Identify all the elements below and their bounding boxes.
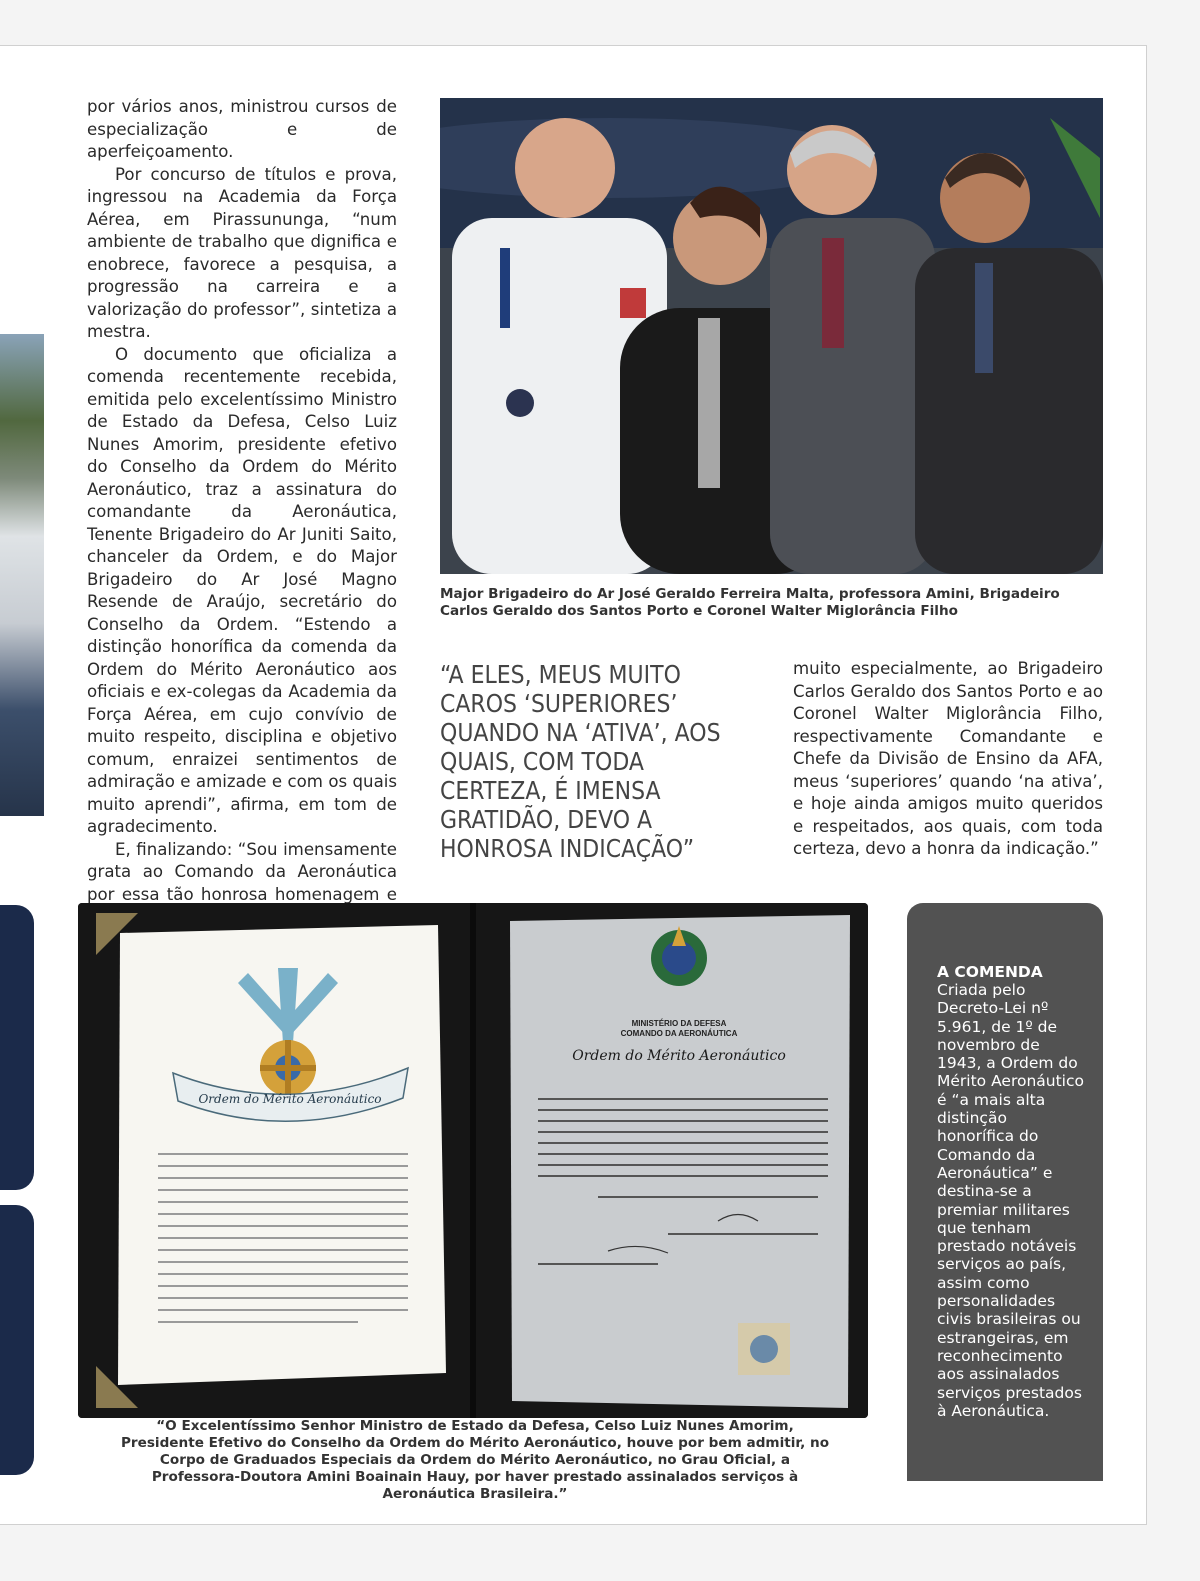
group-photo-illustration	[440, 98, 1103, 574]
diploma-illustration	[78, 903, 868, 1418]
adjacent-page-case-fragment-lower	[0, 1205, 34, 1475]
article-left-column	[87, 96, 397, 974]
article-right-column: muito especialmente, ao Brigadeiro Carlos Geraldo dos Santos Porto e ao Coronel Walter Miglorância Filho, respectivamente Comandante e Chefe da Divisão de Ensino da AFA, meus ‘superiores’ quando ‘na ativa’, e hoje ainda amigos muito queridos e respeitados, aos quais, com toda certeza, devo a honra da indicação.”	[793, 659, 1103, 858]
adjacent-page-photo-fragment	[0, 334, 44, 816]
diploma-ribbon-text: Ordem do Mérito Aeronáutico	[198, 1092, 382, 1106]
paragraph: Por concurso de títulos e prova, ingressou na Academia da Força Aérea, em Pirassununga, “num ambiente de trabalho que dignifica e enobrece, favorece a pesquisa, a progressão na carreira e a valorização do professor”, sintetiza a mestra.	[87, 164, 397, 341]
diploma-caption: “O Excelentíssimo Senhor Ministro de Estado da Defesa, Celso Luiz Nunes Amorim, Presidente Efetivo do Conselho da Ordem do Mérito Aeronáutico, houve por bem admitir, no Corpo de Graduados Especiais da Ordem do Mérito Aeronáutico, no Grau Oficial, a Professora-Doutora Amini Boainain Hauy, por haver prestado assinalados serviços à Aeronáutica Brasileira.”	[120, 1418, 830, 1502]
diploma-title: Ordem do Mérito Aeronáutico	[572, 1048, 786, 1064]
diploma-command: COMANDO DA AERONÁUTICA	[620, 1029, 738, 1038]
paragraph: E, finalizando: “Sou imensamente grata ao Comando da Aeronáutica por essa tão honrosa homenagem e	[87, 839, 397, 904]
sidebar-body: Criada pelo Decreto-Lei nº 5.961, de 1º de novembro de 1943, a Ordem do Mérito Aeronáutico é “a mais alta distinção honorífica do Comando da Aeronáutica” e destina-se a premiar militares que tenham prestado notáveis serviços ao país, assim como personalidades civis brasileiras ou estrangeiras, em reconhecimento aos assinalados serviços prestados à Aeronáutica.	[937, 981, 1084, 1420]
diploma-ministry: MINISTÉRIO DA DEFESA	[631, 1019, 727, 1028]
paragraph: O documento que oficializa a comenda recentemente recebida, emitida pelo excelentíssimo Ministro de Estado da Defesa, Celso Luiz Nunes Amorim, presidente efetivo do Conselho da Ordem do Mérito Aeronáutico, traz a assinatura do comandante da Aeronáutica, Tenente Brigadeiro do Ar Juniti Saito, chanceler da Ordem, e do Major Brigadeiro do Ar José Magno Resende de Araújo, secretário do Conselho da Ordem. “Estendo a distinção honorífica da comenda da Ordem do Mérito Aeronáutico aos oficiais e ex-colegas da Academia da Força Aérea, em cujo convívio de muito respeito, disciplina e objetivo comum, enraizei sentimentos de admiração e amizade e com os quais muito aprendi”, afirma, em tom de agradecimento.	[87, 344, 397, 836]
adjacent-page-case-fragment	[0, 905, 34, 1190]
paragraph: por vários anos, ministrou cursos de especialização e de aperfeiçoamento.	[87, 97, 397, 161]
sidebar-title: A COMENDA	[937, 963, 1043, 981]
pull-quote: “A ELES, MEUS MUITO CAROS ‘SUPERIORES’ QUANDO NA ‘ATIVA’, AOS QUAIS, COM TODA CERTEZA, É IMENSA GRATIDÃO, DEVO A HONROSA INDICAÇÃO”	[440, 660, 721, 863]
photo-caption: Major Brigadeiro do Ar José Geraldo Ferreira Malta, professora Amini, Brigadeiro Carlos Geraldo dos Santos Porto e Coronel Walter Miglorância Filho	[440, 586, 1060, 619]
group-photo	[440, 98, 1103, 574]
diploma-folder	[78, 903, 868, 1418]
